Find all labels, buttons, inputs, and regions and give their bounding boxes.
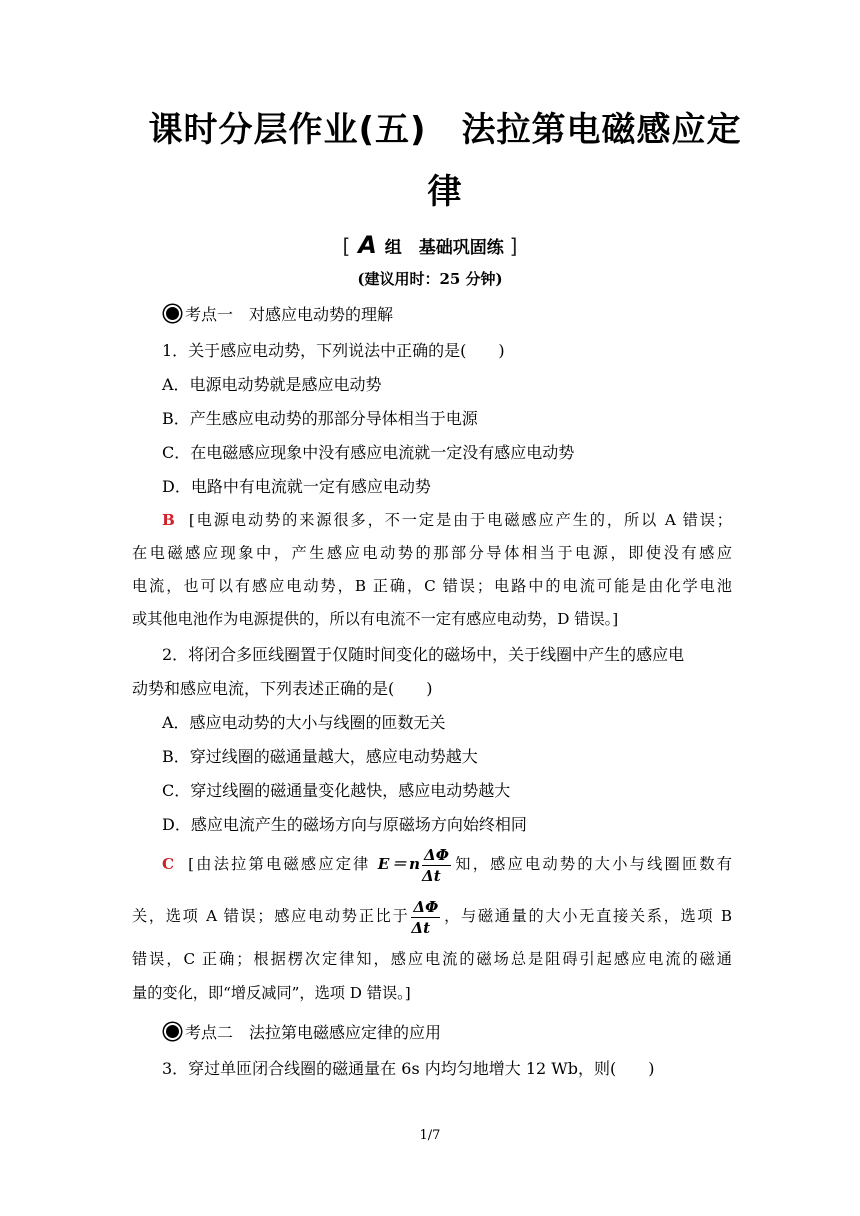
page-title-line-1: 课时分层作业(五) 法拉第电磁感应定 (148, 110, 742, 150)
fraction-delta-phi-over-delta-t (422, 845, 451, 886)
group-label (0, 231, 860, 259)
section-2-heading (164, 1022, 760, 1044)
q1-stem: 1．关于感应电动势，下列说法中正确的是( ) (162, 341, 505, 360)
fraction-numerator: ΔΦ (424, 845, 450, 864)
q2-answer-line-2-post: ，与磁通量的大小无直接关系，选项 B (442, 907, 732, 925)
group-name: 组 基础巩固练 (384, 238, 504, 258)
time-hint: (建议用时：25 分钟) (357, 270, 503, 288)
q2-option-b: B．穿过线圈的磁通量越大，感应电动势越大 (162, 747, 478, 766)
q1-answer-line-2: 在电磁感应现象中，产生感应电动势的那部分导体相当于电源，即使没有感应 (132, 544, 732, 562)
q1-answer-key: B (162, 511, 175, 529)
q2-answer (132, 842, 732, 1010)
group-open-bracket: [ (342, 234, 351, 258)
q3-stem: 3．穿过单匝闭合线圈的磁通量在 6s 内均匀地增大 12 Wb，则( ) (162, 1059, 655, 1078)
page-title-line-2: 律 (427, 172, 463, 212)
fraction-delta-phi-over-delta-t-2 (411, 897, 440, 938)
q1-answer (132, 504, 732, 636)
q2-option-c: C．穿过线圈的磁通量变化越快，感应电动势越大 (162, 781, 511, 800)
q2-stem-line-1: 2．将闭合多匝线圈置于仅随时间变化的磁场中，关于线圈中产生的感应电 (162, 645, 685, 664)
q1-answer-line-1: [电源电动势的来源很多，不一定是由于电磁感应产生的，所以 A 错误； (188, 511, 732, 529)
q2-answer-line-2-pre: 关，选项 A 错误；感应电动势正比于 (132, 907, 410, 925)
fraction-denominator-2: Δt (411, 918, 431, 937)
q2-answer-line-1-pre: [由法拉第电磁感应定律 (188, 855, 371, 873)
q2-answer-key: C (162, 855, 175, 873)
q2-option-d: D．感应电流产生的磁场方向与原磁场方向始终相同 (162, 815, 527, 834)
page-number: 1/7 (419, 1128, 441, 1143)
q2-stem-line-2: 动势和感应电流，下列表述正确的是( ) (132, 679, 433, 698)
group-letter: A (358, 231, 377, 259)
q1-answer-line-3: 电流，也可以有感应电动势，B 正确，C 错误；电路中的电流可能是由化学电池 (132, 577, 732, 595)
section-2-title: 考点二 法拉第电磁感应定律的应用 (185, 1023, 442, 1042)
fraction-denominator: Δt (422, 866, 441, 885)
section-1-heading (164, 304, 760, 326)
section-1-title: 考点一 对感应电动势的理解 (185, 305, 394, 324)
fraction-numerator-2: ΔΦ (413, 897, 439, 916)
q1-option-d: D．电路中有电流就一定有感应电动势 (162, 477, 431, 496)
q2-option-a: A．感应电动势的大小与线圈的匝数无关 (162, 713, 446, 732)
q1-option-c: C．在电磁感应现象中没有感应电流就一定没有感应电动势 (162, 443, 575, 462)
q1-option-a: A．电源电动势就是感应电动势 (162, 375, 382, 394)
bullet-icon (164, 305, 181, 322)
group-close-bracket: ] (509, 234, 518, 258)
q2-answer-line-1-post: 知，感应电动势的大小与线圈匝数有 (453, 855, 732, 873)
formula-lhs: E＝n (377, 855, 421, 873)
q2-answer-line-4: 量的变化，即“增反减同”，选项 D 错误。] (132, 984, 411, 1002)
q1-option-b: B．产生感应电动势的那部分导体相当于电源 (162, 409, 478, 428)
bullet-icon (164, 1023, 181, 1040)
q1-answer-line-4: 或其他电池作为电源提供的，所以有电流不一定有感应电动势，D 错误。] (132, 610, 619, 628)
q2-answer-line-3: 错误，C 正确；根据楞次定律知，感应电流的磁场总是阻碍引起感应电流的磁通 (132, 950, 732, 968)
